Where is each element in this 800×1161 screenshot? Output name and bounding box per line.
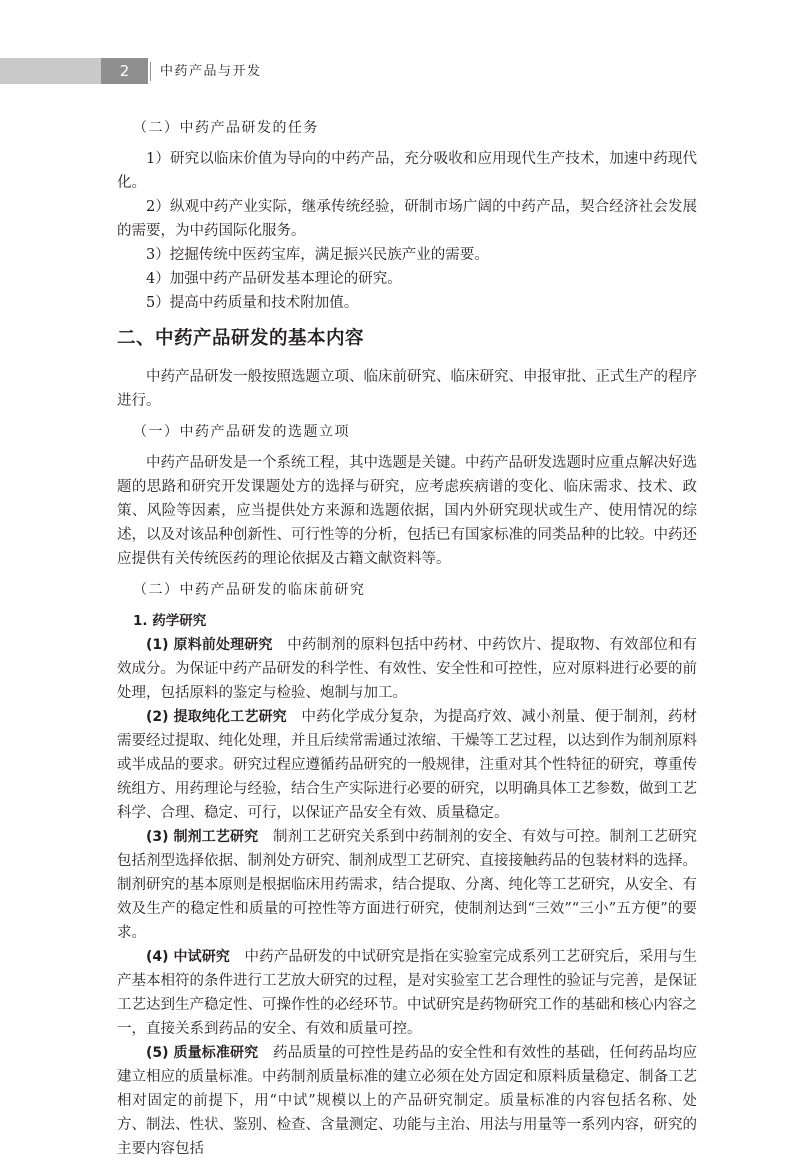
subsection-heading: （一）中药产品研发的选题立项 <box>133 424 350 440</box>
task-item: 1）研究以临床价值为导向的中药产品，充分吸收和应用现代生产技术，加速中药现代化。 <box>117 151 697 191</box>
header-divider <box>150 62 151 81</box>
task-item: 2）纵观中药产业实际，继承传统经验，研制市场广阔的中药产品，契合经济社会发展的需要，为中药国际化服务。 <box>117 199 697 239</box>
item-text: 药品质量的可控性是药品的安全性和有效性的基础，任何药品均应建立相应的质量标准。中药制剂质量标准的建立必须在处方固定和原料质量稳定、制备工艺相对固定的前提下，用“中试”规模以上的产品研究制定。质量标准的内容包括名称、处方、制法、性状、鉴别、检查、含量测定、功能与主治、用法与用量等一系列内容，研究的主要内容包括 <box>117 1045 698 1157</box>
subsection-heading: （二）中药产品研发的任务 <box>133 120 319 136</box>
page-body <box>117 116 697 1161</box>
task-item: 4）加强中药产品研发基本理论的研究。 <box>146 271 402 287</box>
task-item: 5）提高中药质量和技术附加值。 <box>146 295 359 311</box>
item-label: (3) 制剂工艺研究 <box>146 829 259 845</box>
paragraph: 中药产品研发一般按照选题立项、临床前研究、临床研究、申报审批、正式生产的程序进行。 <box>117 369 697 409</box>
paragraph <box>117 945 697 1041</box>
item-label: (4) 中试研究 <box>146 949 230 965</box>
section-heading: 二、中药产品研发的基本内容 <box>117 328 365 349</box>
item-text: 制剂工艺研究关系到中药制剂的安全、有效与可控。制剂工艺研究包括剂型选择依据、制剂处方研究、制剂成型工艺研究、直接接触药品的包装材料的选择。制剂研究的基本原则是根据临床用药需求，结合提取、分离、纯化等工艺研究，从安全、有效及生产的稳定性和质量的可控性等方面进行研究，使制剂达到“三效”“三小”五方便”的要求。 <box>117 829 698 941</box>
paragraph <box>117 1041 697 1161</box>
subsection-heading: （二）中药产品研发的临床前研究 <box>133 582 366 598</box>
item-label: (1) 原料前处理研究 <box>146 637 273 653</box>
item-text: 中药化学成分复杂，为提高疗效、减小剂量、便于制剂，药材需要经过提取、纯化处理，并且后续常需通过浓缩、干燥等工艺过程，以达到作为制剂原料或半成品的要求。研究过程应遵循药品研究的一般规律，注重对其个性特征的研究，尊重传统组方、用药理论与经验，结合生产实际进行必要的研究，以明确具体工艺参数，做到工艺科学、合理、稳定、可行，以保证产品安全有效、质量稳定。 <box>117 709 697 821</box>
paragraph <box>117 705 697 825</box>
task-item: 3）挖掘传统中医药宝库，满足振兴民族产业的需要。 <box>146 247 489 263</box>
page-number: 2 <box>101 58 148 84</box>
running-header-title: 中药产品与开发 <box>160 64 262 79</box>
item-label: (2) 提取纯化工艺研究 <box>146 709 287 725</box>
paragraph <box>117 633 697 705</box>
item-text: 中药制剂的原料包括中药材、中药饮片、提取物、有效部位和有效成分。为保证中药产品研发的科学性、有效性、安全性和可控性，应对原料进行必要的前处理，包括原料的鉴定与检验、炮制与加工。 <box>117 637 698 701</box>
item-label: (5) 质量标准研究 <box>146 1045 259 1061</box>
paragraph <box>117 825 697 945</box>
paragraph: 中药产品研发是一个系统工程，其中选题是关键。中药产品研发选题时应重点解决好选题的思路和研究开发课题处方的选择与研究，应考虑疾病谱的变化、临床需求、技术、政策、风险等因素，应当提供处方来源和选题依据，国内外研究现状或生产、使用情况的综述，以及对该品种创新性、可行性等的分析，包括已有国家标准的同类品种的比较。中药还应提供有关传统医药的理论依据及古籍文献资料等。 <box>117 455 697 567</box>
item-text: 中药产品研发的中试研究是指在实验室完成系列工艺研究后，采用与生产基本相符的条件进行工艺放大研究的过程，是对实验室工艺合理性的验证与完善，是保证工艺达到生产稳定性、可操作性的必经环节。中试研究是药物研究工作的基础和核心内容之一，直接关系到药品的安全、有效和质量可控。 <box>117 949 698 1037</box>
numbered-heading: 1. 药学研究 <box>133 613 207 629</box>
